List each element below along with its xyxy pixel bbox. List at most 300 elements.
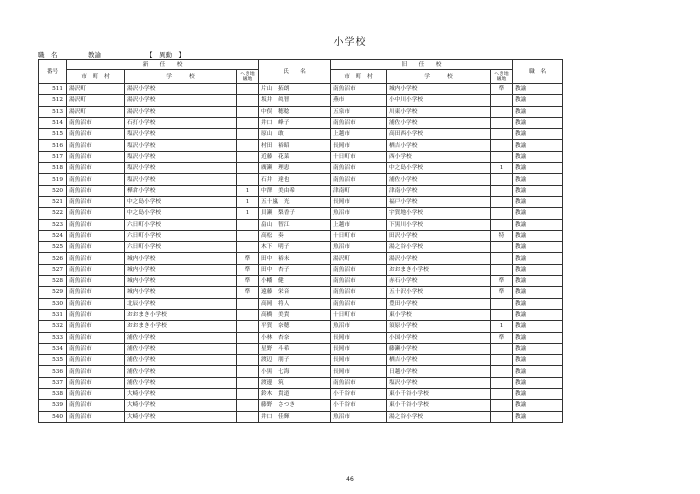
table-row [39,377,563,388]
new-school-cell: 中之島小学校 [125,208,237,219]
old-school-cell: 宇賀地小学校 [387,208,491,219]
new-remote-grade-cell [237,377,259,388]
old-school-cell: 湯之谷小学校 [387,242,491,253]
teacher-name-cell: 原山 敢 [259,129,331,140]
position-cell: 教諭 [513,377,563,388]
row-number-cell: 523 [39,219,67,230]
new-remote-grade-cell [237,355,259,366]
old-school-cell: 浦佐小学校 [387,174,491,185]
row-number-cell: 512 [39,95,67,106]
new-school-cell: 湯沢小学校 [125,106,237,117]
teacher-name-cell: 高岡 将人 [259,298,331,309]
old-remote-grade-cell: 準 [491,287,513,298]
new-school-cell: 大崎小学校 [125,400,237,411]
new-school-cell: 浦佐小学校 [125,343,237,354]
new-remote-grade-cell: 1 [237,208,259,219]
teacher-name-cell: 中俣 穂稔 [259,106,331,117]
teacher-name-cell: 中澤 美由希 [259,185,331,196]
new-city-cell: 南魚沼市 [67,321,125,332]
old-remote-grade-cell: 準 [491,276,513,287]
table-row [39,309,563,320]
new-city-cell: 南魚沼市 [67,298,125,309]
old-school-cell: 五十沢小学校 [387,287,491,298]
header-old-remote: へき地級地 [491,70,513,84]
table-row [39,151,563,162]
row-number-cell: 527 [39,264,67,275]
table-row [39,389,563,400]
old-remote-grade-cell: 特 [491,230,513,241]
teacher-name-cell: 高橋 美貴 [259,309,331,320]
old-school-cell: 西小学校 [387,151,491,162]
old-school-cell: 赤石小学校 [387,276,491,287]
old-school-cell: おおまき小学校 [387,264,491,275]
new-remote-grade-cell [237,321,259,332]
new-school-cell: おおまき小学校 [125,309,237,320]
table-row [39,298,563,309]
teacher-name-cell: 田中 杏子 [259,264,331,275]
position-cell: 教諭 [513,298,563,309]
position-cell: 教諭 [513,287,563,298]
new-city-cell: 南魚沼市 [67,242,125,253]
new-school-cell: 大崎小学校 [125,389,237,400]
new-city-cell: 南魚沼市 [67,196,125,207]
position-cell: 教諭 [513,343,563,354]
position-cell: 教諭 [513,400,563,411]
teacher-name-cell: 渡邊 筑 [259,377,331,388]
row-number-cell: 517 [39,151,67,162]
new-remote-grade-cell [237,84,259,95]
teacher-name-cell: 平賀 奈穂 [259,321,331,332]
new-remote-grade-cell [237,366,259,377]
new-remote-grade-cell [237,230,259,241]
position-cell: 教諭 [513,355,563,366]
transfer-type: 【 異動 】 [146,51,185,59]
old-city-cell: 魚沼市 [331,242,387,253]
table-row [39,106,563,117]
new-school-cell: 城内小学校 [125,253,237,264]
old-city-cell: 長岡市 [331,196,387,207]
old-city-cell: 十日町市 [331,151,387,162]
old-remote-grade-cell [491,208,513,219]
old-remote-grade-cell [491,264,513,275]
position-cell: 教諭 [513,230,563,241]
position-cell: 教諭 [513,321,563,332]
old-remote-grade-cell [491,400,513,411]
header-new-city: 市 町 村 [67,70,125,84]
old-remote-grade-cell [491,151,513,162]
old-city-cell: 長岡市 [331,343,387,354]
new-remote-grade-cell [237,117,259,128]
new-city-cell: 南魚沼市 [67,276,125,287]
teacher-name-cell: 木下 明子 [259,242,331,253]
new-school-cell: 浦佐小学校 [125,332,237,343]
new-city-cell: 南魚沼市 [67,174,125,185]
old-school-cell: 豊田小学校 [387,298,491,309]
row-number-cell: 529 [39,287,67,298]
table-row [39,208,563,219]
old-city-cell: 小千谷市 [331,389,387,400]
row-number-cell: 534 [39,343,67,354]
table-row [39,332,563,343]
page-number: 46 [346,476,354,483]
teacher-name-cell: 井口 佳輝 [259,411,331,422]
teacher-name-cell: 田中 裕未 [259,253,331,264]
new-school-cell: 六日町小学校 [125,242,237,253]
new-city-cell: 南魚沼市 [67,151,125,162]
row-number-cell: 536 [39,366,67,377]
header-position: 職 名 [513,60,563,84]
position-value: 教諭 [88,51,101,59]
old-city-cell: 長岡市 [331,355,387,366]
old-remote-grade-cell: 準 [491,84,513,95]
new-remote-grade-cell: 準 [237,253,259,264]
position-cell: 教諭 [513,163,563,174]
row-number-cell: 521 [39,196,67,207]
new-school-cell: 城内小学校 [125,264,237,275]
old-city-cell: 南魚沼市 [331,276,387,287]
old-city-cell: 上越市 [331,129,387,140]
old-school-cell: 栖吉小学校 [387,355,491,366]
old-city-cell: 南魚沼市 [331,174,387,185]
old-remote-grade-cell [491,106,513,117]
old-remote-grade-cell [491,343,513,354]
table-row [39,321,563,332]
position-cell: 教諭 [513,242,563,253]
old-city-cell: 南魚沼市 [331,298,387,309]
old-remote-grade-cell [491,355,513,366]
old-remote-grade-cell [491,366,513,377]
table-row [39,196,563,207]
new-remote-grade-cell [237,95,259,106]
position-cell: 教諭 [513,174,563,185]
row-number-cell: 537 [39,377,67,388]
new-city-cell: 南魚沼市 [67,377,125,388]
new-school-cell: 浦佐小学校 [125,355,237,366]
old-city-cell: 南魚沼市 [331,163,387,174]
old-remote-grade-cell [491,140,513,151]
new-school-cell: 塩沢小学校 [125,174,237,185]
new-city-cell: 南魚沼市 [67,264,125,275]
old-city-cell: 南魚沼市 [331,377,387,388]
new-remote-grade-cell: 準 [237,264,259,275]
position-cell: 教諭 [513,117,563,128]
old-city-cell: 十日町市 [331,309,387,320]
old-school-cell: 東小千谷小学校 [387,400,491,411]
old-remote-grade-cell [491,129,513,140]
row-number-cell: 539 [39,400,67,411]
position-cell: 教諭 [513,196,563,207]
new-school-cell: 六日町小学校 [125,230,237,241]
table-row [39,253,563,264]
new-city-cell: 南魚沼市 [67,230,125,241]
new-remote-grade-cell [237,400,259,411]
new-remote-grade-cell [237,242,259,253]
new-school-cell: 中之島小学校 [125,196,237,207]
teacher-name-cell: 高松 奏 [259,230,331,241]
new-remote-grade-cell [237,140,259,151]
teacher-name-cell: 五十嵐 光 [259,196,331,207]
new-city-cell: 南魚沼市 [67,253,125,264]
old-school-cell: 栖吉小学校 [387,140,491,151]
row-number-cell: 518 [39,163,67,174]
old-school-cell: 福戸小学校 [387,196,491,207]
teacher-name-cell: 藤野 さつき [259,400,331,411]
old-city-cell: 南魚沼市 [331,287,387,298]
table-row [39,400,563,411]
header-new-school: 学 校 [125,70,237,84]
new-remote-grade-cell [237,219,259,230]
row-number-cell: 532 [39,321,67,332]
table-row [39,264,563,275]
old-school-cell: 塩沢小学校 [387,377,491,388]
old-city-cell: 南魚沼市 [331,117,387,128]
position-cell: 教諭 [513,129,563,140]
teacher-name-cell: 村田 裕昭 [259,140,331,151]
teacher-name-cell: 廣瀬 理恵 [259,163,331,174]
new-city-cell: 南魚沼市 [67,332,125,343]
new-remote-grade-cell [237,332,259,343]
position-cell: 教諭 [513,185,563,196]
new-remote-grade-cell [237,106,259,117]
new-school-cell: 塩沢小学校 [125,151,237,162]
teacher-name-cell: 小林 杏奈 [259,332,331,343]
teacher-name-cell: 畠山 智江 [259,219,331,230]
row-number-cell: 520 [39,185,67,196]
teacher-name-cell: 近藤 花菜 [259,151,331,162]
teacher-name-cell: 貝瀬 梨香子 [259,208,331,219]
new-school-cell: 北辰小学校 [125,298,237,309]
new-remote-grade-cell [237,129,259,140]
old-remote-grade-cell [491,174,513,185]
old-city-cell: 上越市 [331,219,387,230]
old-school-cell: 小国小学校 [387,332,491,343]
old-remote-grade-cell [491,196,513,207]
old-school-cell: 東小千谷小学校 [387,389,491,400]
new-city-cell: 南魚沼市 [67,287,125,298]
table-row [39,95,563,106]
old-remote-grade-cell [491,219,513,230]
new-remote-grade-cell [237,389,259,400]
old-school-cell: 川東小学校 [387,106,491,117]
old-remote-grade-cell [491,117,513,128]
old-city-cell: 魚沼市 [331,321,387,332]
new-remote-grade-cell [237,151,259,162]
old-school-cell: 高田西小学校 [387,129,491,140]
old-school-cell: 須原小学校 [387,321,491,332]
new-city-cell: 南魚沼市 [67,219,125,230]
row-number-cell: 519 [39,174,67,185]
row-number-cell: 531 [39,309,67,320]
old-school-cell: 東小学校 [387,309,491,320]
old-remote-grade-cell: 準 [491,332,513,343]
table-row [39,174,563,185]
old-remote-grade-cell: 1 [491,163,513,174]
old-city-cell: 魚沼市 [331,411,387,422]
new-remote-grade-cell [237,163,259,174]
old-city-cell: 長岡市 [331,140,387,151]
new-city-cell: 南魚沼市 [67,140,125,151]
old-remote-grade-cell [491,95,513,106]
old-school-cell: 藤瀬小学校 [387,343,491,354]
new-city-cell: 南魚沼市 [67,208,125,219]
table-row [39,163,563,174]
new-city-cell: 南魚沼市 [67,366,125,377]
old-school-cell: 浦佐小学校 [387,117,491,128]
position-cell: 教諭 [513,276,563,287]
new-city-cell: 南魚沼市 [67,309,125,320]
personnel-table [38,59,563,423]
old-city-cell: 小千谷市 [331,400,387,411]
old-school-cell: 中之島小学校 [387,163,491,174]
header-old-school-group: 旧 任 校 [331,60,513,70]
new-city-cell: 南魚沼市 [67,389,125,400]
position-cell: 教諭 [513,140,563,151]
old-remote-grade-cell [491,377,513,388]
row-number-cell: 513 [39,106,67,117]
position-cell: 教諭 [513,389,563,400]
new-city-cell: 湯沢町 [67,84,125,95]
old-school-cell: 湯沢小学校 [387,253,491,264]
row-number-cell: 530 [39,298,67,309]
old-city-cell: 津南町 [331,185,387,196]
new-school-cell: 塩沢小学校 [125,140,237,151]
table-row [39,276,563,287]
old-remote-grade-cell: 1 [491,321,513,332]
row-number-cell: 515 [39,129,67,140]
table-row [39,129,563,140]
header-old-city: 市 町 村 [331,70,387,84]
position-cell: 教諭 [513,208,563,219]
teacher-name-cell: 渡辺 朋子 [259,355,331,366]
position-cell: 教諭 [513,309,563,320]
new-city-cell: 南魚沼市 [67,400,125,411]
row-number-cell: 524 [39,230,67,241]
new-remote-grade-cell [237,411,259,422]
old-city-cell: 南魚沼市 [331,264,387,275]
old-remote-grade-cell [491,389,513,400]
position-cell: 教諭 [513,219,563,230]
new-city-cell: 南魚沼市 [67,185,125,196]
new-remote-grade-cell [237,309,259,320]
position-label: 職 名 [38,51,58,59]
row-number-cell: 540 [39,411,67,422]
teacher-name-cell: 片山 拓朗 [259,84,331,95]
row-number-cell: 514 [39,117,67,128]
header-number: 番号 [39,60,67,84]
old-school-cell: 日越小学校 [387,366,491,377]
header-name: 氏 名 [259,60,331,84]
new-remote-grade-cell: 準 [237,287,259,298]
new-city-cell: 南魚沼市 [67,355,125,366]
new-school-cell: 城内小学校 [125,287,237,298]
old-city-cell: 燕市 [331,95,387,106]
position-cell: 教諭 [513,95,563,106]
old-school-cell: 下黒川小学校 [387,219,491,230]
new-school-cell: 石打小学校 [125,117,237,128]
position-cell: 教諭 [513,151,563,162]
new-school-cell: 湯沢小学校 [125,84,237,95]
old-city-cell: 長岡市 [331,366,387,377]
header-new-remote: へき地級地 [237,70,259,84]
table-row [39,140,563,151]
new-school-cell: 樺倉小学校 [125,185,237,196]
new-remote-grade-cell [237,298,259,309]
row-number-cell: 525 [39,242,67,253]
table-row [39,366,563,377]
teacher-name-cell: 星野 斗希 [259,343,331,354]
new-remote-grade-cell [237,343,259,354]
new-remote-grade-cell: 1 [237,196,259,207]
table-row [39,343,563,354]
new-school-cell: 浦佐小学校 [125,377,237,388]
old-school-cell: 津南小学校 [387,185,491,196]
new-city-cell: 南魚沼市 [67,343,125,354]
new-city-cell: 南魚沼市 [67,129,125,140]
new-city-cell: 南魚沼市 [67,411,125,422]
teacher-name-cell: 鈴木 貴道 [259,389,331,400]
row-number-cell: 526 [39,253,67,264]
row-number-cell: 511 [39,84,67,95]
table-row [39,230,563,241]
new-remote-grade-cell: 1 [237,185,259,196]
row-number-cell: 528 [39,276,67,287]
old-remote-grade-cell [491,185,513,196]
new-school-cell: 浦佐小学校 [125,366,237,377]
table-row [39,355,563,366]
old-remote-grade-cell [491,411,513,422]
row-number-cell: 538 [39,389,67,400]
table-row [39,185,563,196]
teacher-name-cell: 小黒 七海 [259,366,331,377]
new-school-cell: 六日町小学校 [125,219,237,230]
old-remote-grade-cell [491,242,513,253]
new-remote-grade-cell: 準 [237,276,259,287]
old-school-cell: 湯之谷小学校 [387,411,491,422]
old-city-cell: 長岡市 [331,332,387,343]
teacher-name-cell: 遠藤 栄音 [259,287,331,298]
row-number-cell: 533 [39,332,67,343]
new-school-cell: 湯沢小学校 [125,95,237,106]
new-school-cell: 城内小学校 [125,276,237,287]
old-city-cell: 十日町市 [331,230,387,241]
position-cell: 教諭 [513,106,563,117]
new-city-cell: 湯沢町 [67,95,125,106]
position-cell: 教諭 [513,253,563,264]
old-school-cell: 田沢小学校 [387,230,491,241]
old-remote-grade-cell [491,298,513,309]
old-city-cell: 湯沢町 [331,253,387,264]
new-school-cell: おおまき小学校 [125,321,237,332]
new-city-cell: 湯沢町 [67,106,125,117]
page-title: 小学校 [333,37,367,48]
old-school-cell: 小中川小学校 [387,95,491,106]
table-row [39,411,563,422]
table-row [39,84,563,95]
row-number-cell: 516 [39,140,67,151]
new-school-cell: 塩沢小学校 [125,129,237,140]
old-city-cell: 南魚沼市 [331,84,387,95]
position-cell: 教諭 [513,411,563,422]
row-number-cell: 522 [39,208,67,219]
old-city-cell: 五泉市 [331,106,387,117]
new-city-cell: 南魚沼市 [67,163,125,174]
position-cell: 教諭 [513,366,563,377]
teacher-name-cell: 井口 峰子 [259,117,331,128]
position-cell: 教諭 [513,264,563,275]
teacher-name-cell: 小幡 健 [259,276,331,287]
old-remote-grade-cell [491,253,513,264]
new-school-cell: 塩沢小学校 [125,163,237,174]
